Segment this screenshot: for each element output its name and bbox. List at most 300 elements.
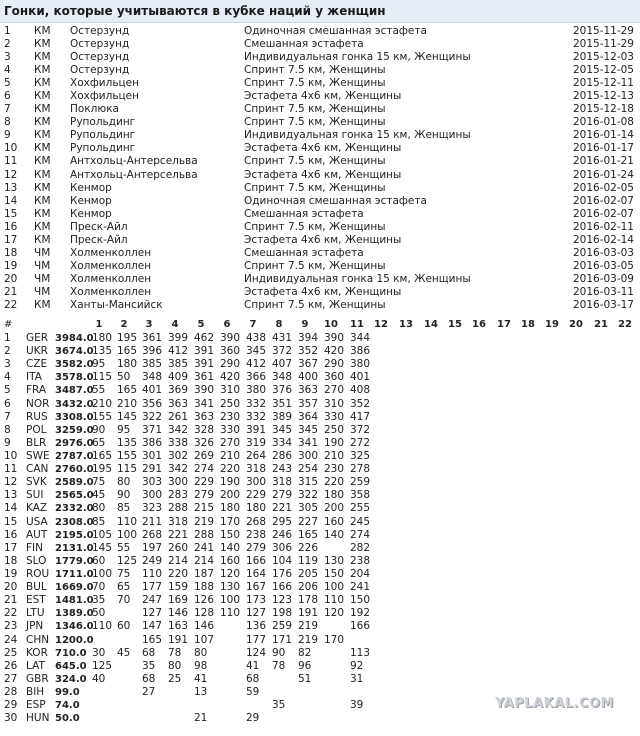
race-place: Хохфильцен (70, 90, 140, 103)
race-cup: КМ (34, 142, 51, 155)
race-place: Остерзунд (70, 64, 130, 77)
race-points: 385 (142, 358, 163, 371)
race-points: 100 (324, 581, 345, 594)
race-row (0, 64, 640, 77)
race-points: 180 (220, 502, 241, 515)
race-points: 51 (298, 672, 312, 685)
race-points: 85 (92, 515, 106, 528)
race-cup: КМ (34, 90, 51, 103)
race-points: 165 (92, 449, 113, 462)
race-points: 255 (350, 502, 371, 515)
nation-code: LTU (26, 607, 45, 620)
race-date: 2015-12-18 (572, 103, 634, 116)
race-points: 220 (168, 567, 189, 580)
race-points: 128 (194, 607, 215, 620)
race-row (0, 142, 640, 155)
race-points: 150 (220, 528, 241, 541)
race-number: 10 (4, 142, 18, 155)
nation-code: SLO (26, 554, 47, 567)
race-points: 35 (142, 659, 156, 672)
rank: 10 (4, 449, 18, 462)
race-cup: КМ (34, 207, 51, 220)
race-points: 60 (117, 620, 131, 633)
race-number: 18 (4, 246, 18, 259)
race-points: 110 (142, 567, 163, 580)
race-column-header: 21 (594, 319, 608, 330)
race-place: Рупольдинг (70, 142, 136, 155)
race-points: 166 (350, 620, 371, 633)
race-points: 363 (298, 384, 319, 397)
race-date: 2016-01-08 (572, 116, 634, 129)
race-points: 342 (168, 463, 189, 476)
race-row (0, 51, 640, 64)
total-points: 2787.0 (55, 450, 94, 462)
race-points: 50 (92, 607, 106, 620)
race-column-header: 8 (275, 319, 283, 330)
race-number: 8 (4, 116, 11, 129)
race-points: 105 (92, 528, 113, 541)
race-points: 286 (272, 449, 293, 462)
standings-row (0, 529, 640, 542)
rank: 15 (4, 515, 18, 528)
race-number: 5 (4, 77, 11, 90)
rank: 27 (4, 672, 18, 685)
standings-table (0, 318, 640, 725)
rank: 1 (4, 332, 11, 344)
race-points: 147 (142, 620, 163, 633)
race-row (0, 260, 640, 273)
rank: 14 (4, 502, 18, 515)
rank: 21 (4, 594, 18, 607)
race-points: 390 (220, 332, 241, 344)
standings-row (0, 712, 640, 725)
race-points: 65 (92, 436, 106, 449)
race-date: 2016-01-21 (572, 155, 634, 168)
race-points: 259 (350, 476, 371, 489)
nation-code: EST (26, 594, 46, 607)
rank: 8 (4, 423, 11, 436)
race-points: 68 (246, 672, 260, 685)
race-row (0, 90, 640, 103)
race-event: Спринт 7.5 км, Женщины (244, 181, 386, 194)
total-points: 2760.0 (55, 464, 94, 476)
race-date: 2016-01-17 (572, 142, 634, 155)
race-points: 180 (117, 358, 138, 371)
total-points: 2195.0 (55, 529, 94, 541)
race-place: Кенмор (70, 207, 112, 220)
race-row (0, 273, 640, 286)
race-cup: КМ (34, 51, 51, 64)
race-points: 126 (194, 594, 215, 607)
race-points: 166 (246, 554, 267, 567)
rank: 26 (4, 659, 18, 672)
standings-row (0, 673, 640, 686)
nation-code: FIN (26, 541, 43, 554)
total-points: 3582.0 (55, 359, 94, 371)
race-points: 274 (350, 528, 371, 541)
race-points: 462 (194, 332, 215, 344)
race-row (0, 195, 640, 208)
race-points: 241 (194, 541, 215, 554)
race-row (0, 129, 640, 142)
race-place: Преск-Айл (70, 233, 128, 246)
race-column-header: 13 (399, 319, 413, 330)
race-date: 2015-11-29 (572, 25, 634, 37)
race-points: 372 (350, 423, 371, 436)
race-points: 315 (298, 476, 319, 489)
race-points: 278 (350, 463, 371, 476)
race-points: 261 (168, 410, 189, 423)
race-points: 412 (246, 358, 267, 371)
race-points: 295 (272, 515, 293, 528)
race-points: 390 (194, 384, 215, 397)
race-points: 345 (298, 423, 319, 436)
race-points: 176 (272, 567, 293, 580)
race-points: 135 (92, 345, 113, 358)
race-points: 146 (194, 620, 215, 633)
race-number: 15 (4, 207, 18, 220)
race-points: 300 (246, 476, 267, 489)
race-event: Спринт 7.5 км, Женщины (244, 103, 386, 116)
race-points: 210 (117, 397, 138, 410)
rank: 13 (4, 489, 18, 502)
race-cup: ЧМ (34, 259, 51, 272)
rank: 11 (4, 463, 18, 476)
standings-row (0, 489, 640, 502)
race-row (0, 286, 640, 299)
race-points: 420 (220, 371, 241, 384)
race-place: Преск-Айл (70, 220, 128, 233)
rank: 17 (4, 541, 18, 554)
race-points: 150 (324, 567, 345, 580)
total-points: 1346.0 (55, 621, 94, 633)
race-place: Остерзунд (70, 51, 130, 64)
race-points: 226 (298, 541, 319, 554)
race-number: 7 (4, 103, 11, 116)
rank: 23 (4, 620, 18, 633)
race-date: 2016-03-11 (572, 285, 634, 298)
race-points: 408 (350, 384, 371, 397)
nation-code: CZE (26, 358, 48, 371)
rank: 4 (4, 371, 11, 384)
race-points: 352 (350, 397, 371, 410)
race-points: 269 (194, 449, 215, 462)
race-points: 120 (324, 607, 345, 620)
race-points: 310 (220, 384, 241, 397)
race-place: Антхольц-Антерсельва (70, 155, 198, 168)
race-points: 400 (298, 371, 319, 384)
race-event: Спринт 7.5 км, Женщины (244, 116, 386, 129)
race-points: 338 (168, 436, 189, 449)
race-place: Остерзунд (70, 25, 130, 37)
race-points: 125 (117, 554, 138, 567)
race-points: 165 (142, 633, 163, 646)
race-points: 200 (324, 502, 345, 515)
race-points: 334 (272, 436, 293, 449)
race-row (0, 116, 640, 129)
race-points: 220 (324, 476, 345, 489)
race-points: 326 (194, 436, 215, 449)
nation-code: UKR (26, 345, 48, 358)
race-points: 318 (246, 463, 267, 476)
race-points: 170 (324, 633, 345, 646)
race-column-header: 4 (171, 319, 179, 330)
race-column-header: 15 (448, 319, 462, 330)
standings-row (0, 620, 640, 633)
rank: 25 (4, 646, 18, 659)
standings-row (0, 411, 640, 424)
total-points: 1200.0 (55, 634, 94, 646)
race-points: 31 (350, 672, 364, 685)
race-column-header: 5 (197, 319, 205, 330)
race-points: 279 (246, 541, 267, 554)
race-points: 155 (92, 410, 113, 423)
total-points: 3984.0 (55, 333, 94, 344)
race-date: 2016-02-07 (572, 207, 634, 220)
race-number: 1 (4, 25, 11, 37)
race-date: 2016-03-09 (572, 272, 634, 285)
race-points: 110 (220, 607, 241, 620)
race-points: 282 (350, 541, 371, 554)
race-points: 357 (298, 397, 319, 410)
rank: 29 (4, 699, 18, 712)
race-column-header: 11 (350, 319, 364, 330)
rank: 3 (4, 358, 11, 371)
race-points: 55 (92, 384, 106, 397)
race-points: 188 (194, 581, 215, 594)
race-row (0, 103, 640, 116)
standings-row (0, 502, 640, 515)
race-number: 13 (4, 181, 18, 194)
race-points: 30 (92, 646, 106, 659)
race-cup: КМ (34, 103, 51, 116)
race-points: 85 (117, 502, 131, 515)
race-points: 260 (168, 541, 189, 554)
total-points: 3259.0 (55, 424, 94, 436)
race-row (0, 299, 640, 312)
race-points: 165 (298, 528, 319, 541)
page-title: Гонки, которые учитываются в кубке наций у женщин (0, 0, 640, 23)
race-points: 270 (220, 436, 241, 449)
race-points: 35 (272, 699, 286, 712)
race-points: 318 (168, 515, 189, 528)
total-points: 3578.0 (55, 372, 94, 384)
race-points: 356 (142, 397, 163, 410)
race-event: Эстафета 4x6 км, Женщины (244, 285, 402, 298)
race-points: 100 (92, 567, 113, 580)
race-points: 197 (142, 541, 163, 554)
race-points: 155 (117, 449, 138, 462)
race-points: 120 (220, 567, 241, 580)
race-points: 325 (350, 449, 371, 462)
race-points: 380 (350, 358, 371, 371)
race-points: 107 (194, 633, 215, 646)
race-event: Смешанная эстафета (244, 38, 364, 51)
race-points: 360 (324, 371, 345, 384)
race-points: 50 (117, 371, 131, 384)
nation-code: SWE (26, 449, 50, 462)
standings-row (0, 463, 640, 476)
race-place: Поклюка (70, 103, 119, 116)
race-column-header: 1 (95, 319, 103, 330)
nation-code: GBR (26, 672, 49, 685)
race-points: 163 (168, 620, 189, 633)
race-points: 187 (194, 567, 215, 580)
race-points: 245 (350, 515, 371, 528)
race-date: 2016-02-14 (572, 233, 634, 246)
race-points: 80 (92, 502, 106, 515)
nation-code: KAZ (26, 502, 48, 515)
race-column-header: 18 (521, 319, 535, 330)
race-points: 60 (92, 554, 106, 567)
nation-code: FRA (26, 384, 47, 397)
nation-code: SUI (26, 489, 44, 502)
race-event: Спринт 7.5 км, Женщины (244, 155, 386, 168)
race-place: Холменколлен (70, 259, 152, 272)
total-points: 710.0 (55, 647, 87, 659)
race-points: 115 (92, 371, 113, 384)
race-date: 2015-11-29 (572, 38, 634, 51)
race-points: 178 (298, 594, 319, 607)
race-column-header: 14 (424, 319, 438, 330)
race-points: 150 (350, 594, 371, 607)
race-points: 180 (92, 332, 113, 344)
race-date: 2016-01-14 (572, 129, 634, 142)
race-points: 376 (272, 384, 293, 397)
total-points: 1389.0 (55, 608, 94, 620)
race-points: 195 (117, 332, 138, 344)
race-points: 110 (92, 620, 113, 633)
race-cup: КМ (34, 38, 51, 51)
total-points: 50.0 (55, 713, 80, 725)
race-points: 98 (194, 659, 208, 672)
standings-row (0, 437, 640, 450)
race-points: 165 (117, 345, 138, 358)
nation-code: KOR (26, 646, 48, 659)
race-row (0, 208, 640, 221)
total-points: 324.0 (55, 673, 87, 685)
race-points: 123 (272, 594, 293, 607)
race-points: 391 (194, 345, 215, 358)
race-points: 59 (246, 685, 260, 698)
race-points: 401 (142, 384, 163, 397)
race-cup: КМ (34, 181, 51, 194)
race-cup: КМ (34, 129, 51, 142)
race-points: 100 (220, 594, 241, 607)
standings-row (0, 398, 640, 411)
race-points: 167 (246, 581, 267, 594)
race-points: 301 (142, 449, 163, 462)
race-event: Спринт 7.5 км, Женщины (244, 64, 386, 77)
race-points: 412 (168, 345, 189, 358)
race-points: 249 (142, 554, 163, 567)
race-points: 364 (298, 410, 319, 423)
race-points: 279 (194, 489, 215, 502)
race-column-header: 2 (120, 319, 128, 330)
race-points: 29 (246, 712, 260, 725)
race-points: 92 (350, 659, 364, 672)
race-place: Ханты-Мансийск (70, 298, 163, 311)
race-number: 2 (4, 38, 11, 51)
standings-body (0, 332, 640, 725)
race-points: 268 (246, 515, 267, 528)
standings-row (0, 516, 640, 529)
race-place: Кенмор (70, 194, 112, 207)
race-event: Спринт 7.5 км, Женщины (244, 77, 386, 90)
race-column-header: 6 (223, 319, 231, 330)
race-points: 363 (194, 410, 215, 423)
race-points: 369 (168, 384, 189, 397)
race-cup: КМ (34, 220, 51, 233)
total-points: 3674.0 (55, 346, 94, 358)
race-points: 206 (298, 581, 319, 594)
race-number: 11 (4, 155, 18, 168)
total-points: 1669.0 (55, 582, 94, 594)
total-points: 2565.0 (55, 490, 94, 502)
nation-code: ITA (26, 371, 42, 384)
nation-code: POL (26, 423, 47, 436)
race-points: 351 (272, 397, 293, 410)
race-points: 210 (220, 449, 241, 462)
race-column-header: 22 (618, 319, 632, 330)
race-date: 2016-03-03 (572, 246, 634, 259)
race-points: 288 (168, 502, 189, 515)
race-points: 332 (246, 397, 267, 410)
race-points: 247 (142, 594, 163, 607)
race-points: 180 (324, 489, 345, 502)
race-place: Рупольдинг (70, 129, 136, 142)
race-points: 330 (324, 410, 345, 423)
standings-row (0, 634, 640, 647)
race-number: 20 (4, 272, 18, 285)
race-points: 127 (246, 607, 267, 620)
race-column-header: 9 (301, 319, 309, 330)
race-points: 166 (272, 581, 293, 594)
race-points: 300 (298, 449, 319, 462)
race-points: 274 (194, 463, 215, 476)
race-points: 283 (168, 489, 189, 502)
rank: 24 (4, 633, 18, 646)
race-points: 205 (298, 567, 319, 580)
nation-code: CAN (26, 463, 49, 476)
race-points: 367 (298, 358, 319, 371)
race-points: 45 (92, 489, 106, 502)
race-points: 200 (220, 489, 241, 502)
total-points: 3432.0 (55, 398, 94, 410)
race-event: Смешанная эстафета (244, 207, 364, 220)
race-points: 386 (142, 436, 163, 449)
race-points: 80 (168, 659, 182, 672)
race-number: 3 (4, 51, 11, 64)
race-points: 80 (117, 476, 131, 489)
race-points: 438 (246, 332, 267, 344)
race-column-header: 10 (324, 319, 338, 330)
standings-row (0, 607, 640, 620)
standings-row (0, 555, 640, 568)
race-points: 250 (220, 397, 241, 410)
race-points: 250 (324, 423, 345, 436)
race-points: 332 (246, 410, 267, 423)
race-points: 361 (194, 371, 215, 384)
race-event: Спринт 7.5 км, Женщины (244, 259, 386, 272)
standings-row (0, 568, 640, 581)
race-number: 21 (4, 285, 18, 298)
standings-row (0, 647, 640, 660)
race-points: 303 (142, 476, 163, 489)
total-points: 3487.0 (55, 385, 94, 397)
total-points: 2976.0 (55, 437, 94, 449)
nation-code: CHN (26, 633, 50, 646)
